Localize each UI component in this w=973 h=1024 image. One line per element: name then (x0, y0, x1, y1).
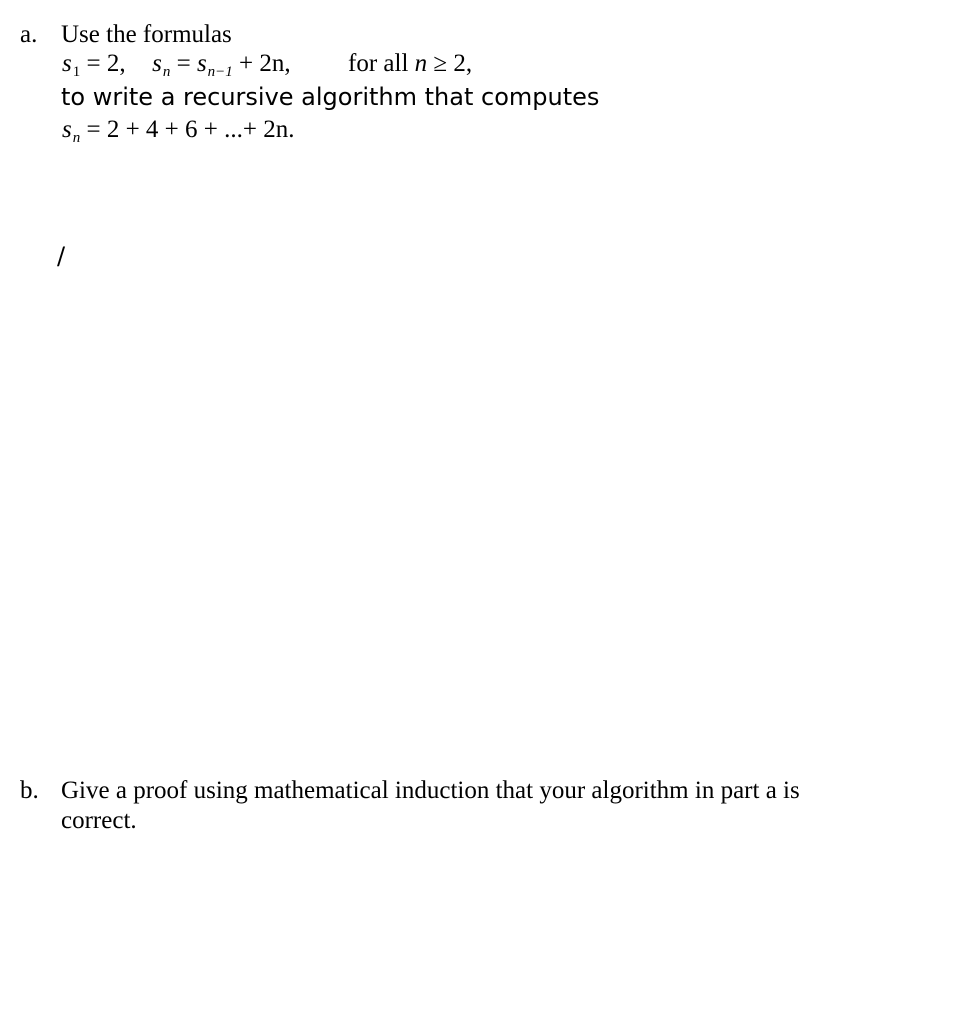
snm1-subscript: n−1 (207, 64, 233, 80)
part-a-task: to write a recursive algorithm that computes (61, 83, 600, 111)
recurrence-formula (62, 50, 291, 80)
condition-variable: n (414, 50, 428, 77)
part-b-label: b. (20, 777, 39, 804)
sn-subscript: n (162, 64, 171, 80)
part-b-question-line1: Give a proof using mathematical induction that your algorithm in part a is (61, 777, 800, 804)
sn-equals: = (170, 50, 197, 77)
condition-text: for all (348, 50, 415, 77)
part-a-label: a. (20, 21, 38, 48)
sn-variable: s (152, 50, 162, 77)
s1-subscript: 1 (72, 64, 81, 80)
sum-expression: = 2 + 4 + 6 + ...+ 2n. (80, 116, 295, 143)
sn-recurrence-rest: + 2n, (232, 50, 291, 77)
sum-variable: s (62, 116, 72, 143)
part-a-instruction: Use the formulas (61, 21, 232, 48)
s1-variable: s (62, 50, 72, 77)
text-cursor-mark: / (57, 242, 66, 270)
part-b-question-line2: correct. (61, 807, 137, 834)
condition-rest: ≥ 2, (427, 50, 473, 77)
s1-value: = 2, (80, 50, 126, 77)
snm1-variable: s (196, 50, 207, 77)
sum-formula (62, 116, 295, 146)
recurrence-condition (348, 51, 472, 76)
sum-subscript: n (72, 130, 81, 146)
